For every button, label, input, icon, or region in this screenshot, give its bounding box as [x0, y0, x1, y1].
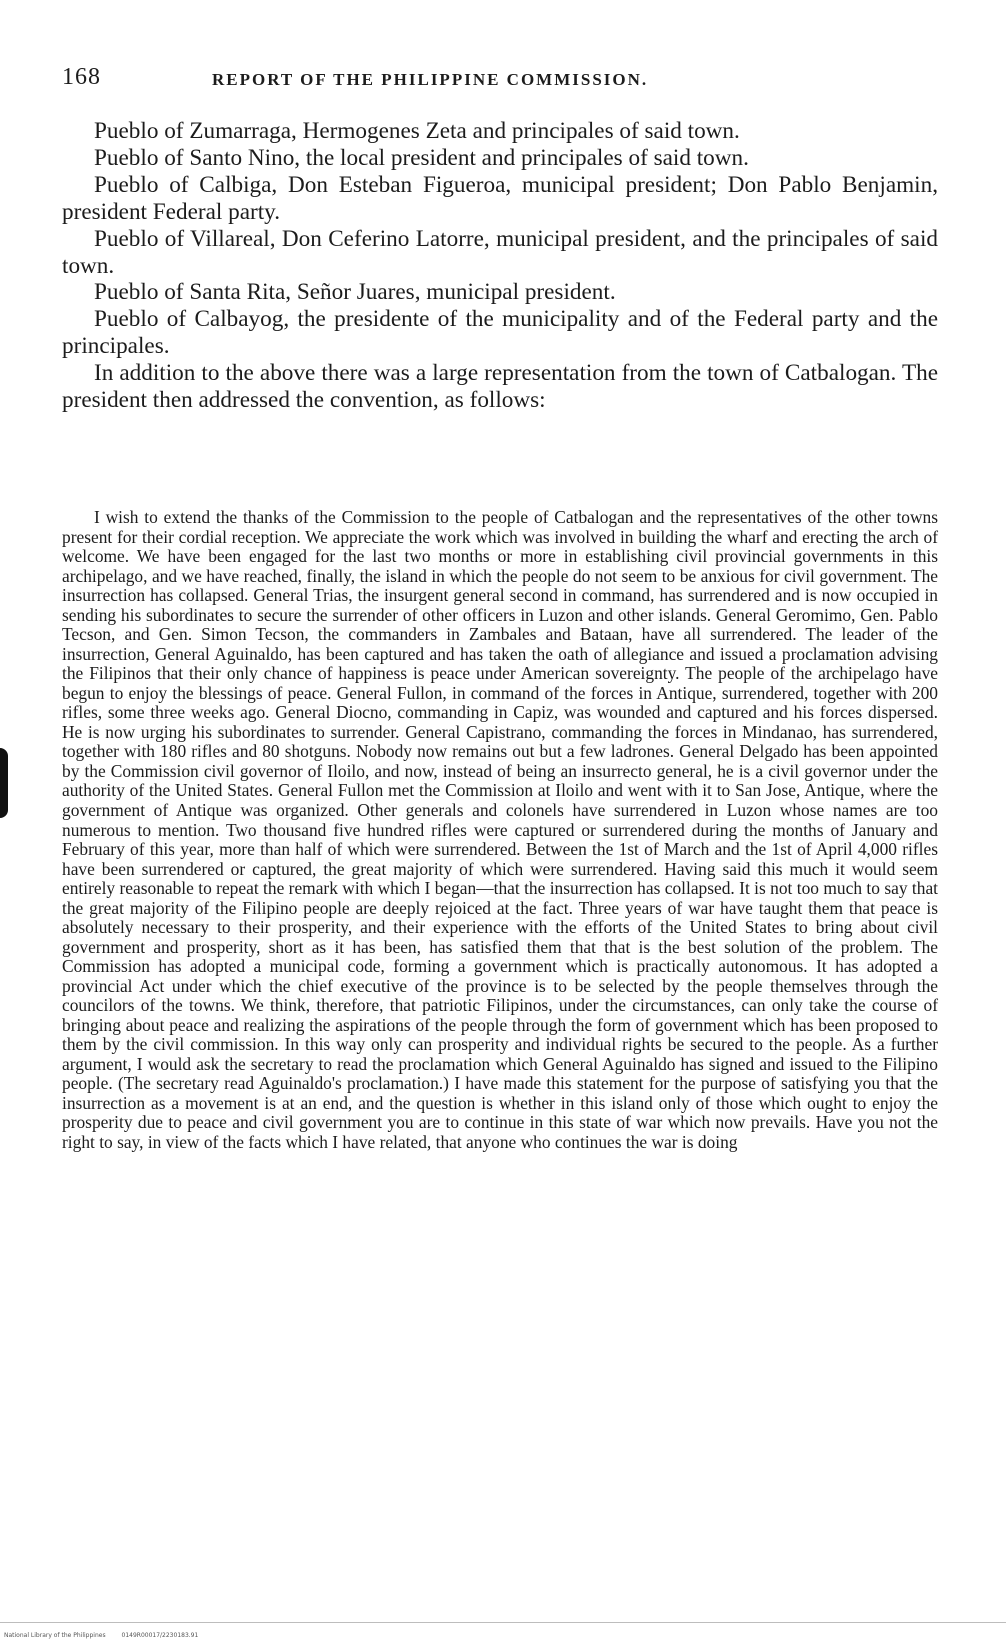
footer-rule — [0, 1622, 1006, 1623]
paragraph-zumarraga: Pueblo of Zumarraga, Hermogenes Zeta and principales of said town. — [94, 118, 740, 144]
paragraph-santa-rita: Pueblo of Santa Rita, Señor Juares, municipal president. — [94, 279, 616, 306]
paragraph-santo-nino: Pueblo of Santo Nino, the local president and principales of said town. — [94, 144, 749, 171]
scan-footer — [4, 1632, 212, 1639]
paragraph-calbayog: Pueblo of Calbayog, the presidente of the municipality and of the Federal party and the principales. — [62, 306, 938, 360]
page-edge-mark — [0, 748, 8, 818]
intro-section — [62, 118, 938, 414]
paragraph-villareal: Pueblo of Villareal, Don Ceferino Latorre, municipal president, and the principales of said town. — [62, 225, 938, 279]
paragraph-representation: In addition to the above there was a large representation from the town of Catbalogan. The president then addressed the convention, as follows: — [62, 360, 938, 414]
footer-library: National Library of the Philippines — [4, 1632, 106, 1639]
running-head: REPORT OF THE PHILIPPINE COMMISSION. — [212, 70, 649, 89]
footer-code: 0149R00017/2230183.91 — [121, 1632, 199, 1639]
page-number: 168 — [62, 64, 101, 90]
speech-section — [62, 508, 938, 1153]
speech-paragraph: I wish to extend the thanks of the Commission to the people of Catbalogan and the representatives of the other towns present for their cordial reception. We appreciate the work which was involved in building the wharf and erecting the arch of welcome. We have been engaged for the last two months or more in establishing civil provincial governments in this archipelago, and we have reached, finally, the island in which the people do not seem to be anxious for civil government. The insurrection has collapsed. General Trias, the insurgent general second in command, has surrendered and is now occupied in sending his subordinates to secure the surrender of other officers in Luzon and other islands. General Geromimo, Gen. Pablo Tecson, and Gen. Simon Tecson, the commanders in Zambales and Bataan, have all surrendered. The leader of the insurrection, General Aguinaldo, has been captured and has taken the oath of allegiance and issued a proclamation advising the Filipinos that their only chance of happiness is peace under American sovereignty. The people of the archipelago have begun to enjoy the blessings of peace. General Fullon, in command of the forces in Antique, surrendered, together with 200 rifles, some three weeks ago. General Diocno, commanding in Capiz, was wounded and captured and his forces dispersed. He is now urging his subordinates to surrender. General Capistrano, commanding the forces in Mindanao, has surrendered, together with 180 rifles and 80 shotguns. Nobody now remains out but a few ladrones. General Delgado has been appointed by the Commission civil governor of Iloilo, and now, instead of being an insurrecto general, he is a civil governor under the authority of the United States. General Fullon met the Commission at Iloilo and went with it to San Jose, Antique, where the government of Antique was organized. Other generals and colonels have surrendered in Luzon whose names are too numerous to mention. Two thousand five hundred rifles were captured or surrendered during the months of January and February of this year, more than half of which were surrendered. Between the 1st of March and the 1st of April 4,000 rifles have been surrendered or captured, the great majority of which were surrendered. Having said this much it would seem entirely reasonable to repeat the remark with which I began—that the insurrection has collapsed. It is not too much to say that the great majority of the Filipino people are deeply rejoiced at the fact. Three years of war have taught them that peace is absolutely necessary to their prosperity, and their experience with the efforts of the United States to bring about civil government and prosperity, short as it has been, has satisfied them that that is the best solution of the problem. The Commission has adopted a municipal code, forming a government which is practically autonomous. It has adopted a provincial Act under which the chief executive of the province is to be selected by the people themselves through the councilors of the towns. We think, therefore, that patriotic Filipinos, under the circumstances, can only take the course of bringing about peace and realizing the aspirations of the people through the form of government which has been proposed to them by the civil commission. In this way only can prosperity and individual rights be secured to the people. As a further argument, I would ask the secretary to read the proclamation which General Aguinaldo has signed and issued to the Filipino people. (The secretary read Aguinaldo's proclamation.) I have made this statement for the purpose of satisfying you that the insurrection as a movement is at an end, and the question is whether in this island only of those which ought to enjoy the prosperity due to peace and civil government you are to continue in this state of war which now prevails. Have you not the right to say, in view of the facts which I have related, that anyone who continues the war is doing — [62, 507, 938, 1152]
paragraph-calbiga: Pueblo of Calbiga, Don Esteban Figueroa, municipal president; Don Pablo Benjamin, president Federal party. — [62, 171, 938, 225]
